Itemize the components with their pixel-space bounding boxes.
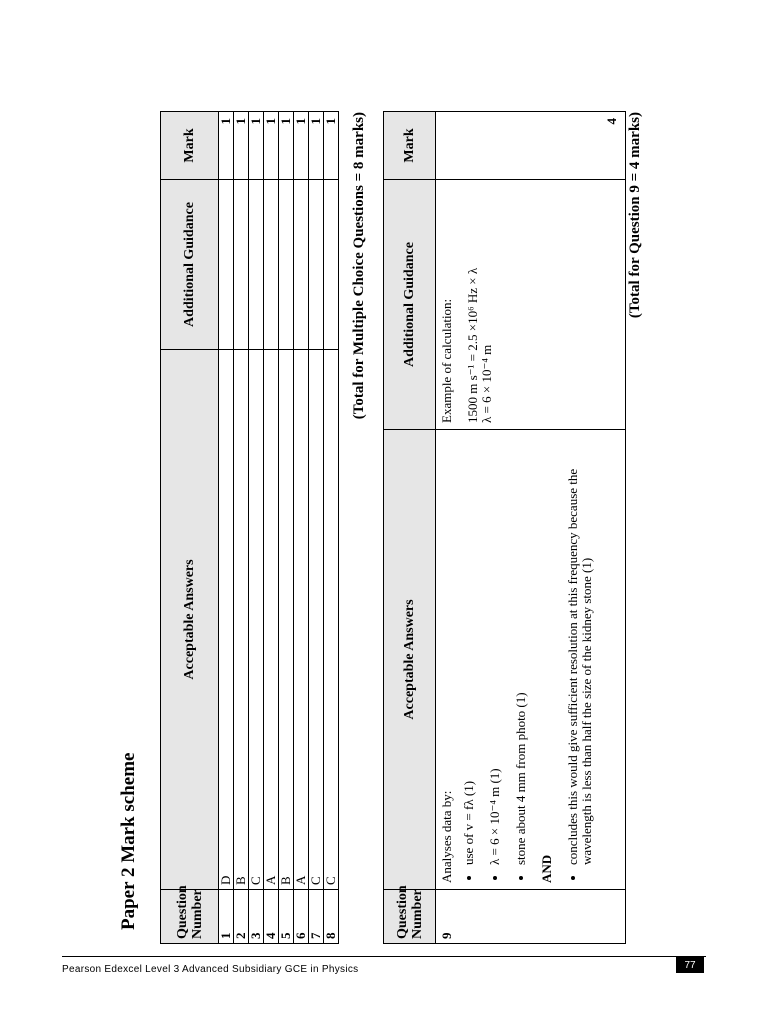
mcq-answer: C	[249, 350, 264, 890]
guidance-line: 1500 m s⁻¹ = 2.5 ×10⁶ Hz × λ	[465, 267, 480, 423]
table-row	[264, 112, 279, 944]
header-mark: Mark	[161, 112, 219, 180]
header-additional-guidance: Additional Guidance	[161, 180, 219, 350]
mcq-guidance	[249, 180, 264, 350]
table-row	[309, 112, 324, 944]
mcq-answer: B	[279, 350, 294, 890]
mcq-guidance	[309, 180, 324, 350]
mcq-mark: 1	[264, 112, 279, 180]
mcq-mark: 1	[219, 112, 234, 180]
mcq-mark: 1	[279, 112, 294, 180]
page-number: 77	[676, 957, 704, 973]
mcq-answer: C	[324, 350, 339, 890]
q9-guidance	[436, 180, 626, 430]
q9-table	[383, 111, 626, 944]
footer-rule	[62, 956, 706, 957]
page-title: Paper 2 Mark scheme	[118, 752, 139, 930]
mcq-question-number: 6	[294, 890, 309, 944]
footer-text: Pearson Edexcel Level 3 Advanced Subsidiary GCE in Physics	[62, 964, 359, 975]
q9-bullets-a	[462, 436, 528, 883]
mcq-answer: A	[264, 350, 279, 890]
mcq-answer: D	[219, 350, 234, 890]
q9-answers	[436, 430, 626, 890]
mcq-question-number: 1	[219, 890, 234, 944]
list-item: • concludes this would give sufficient resolution at this frequency because the wavelength is less than half the size of the kidney stone (1)	[566, 436, 594, 865]
mcq-guidance	[294, 180, 309, 350]
mcq-question-number: 8	[324, 890, 339, 944]
mcq-mark: 1	[324, 112, 339, 180]
q9-number: 9	[436, 890, 626, 944]
table-row	[249, 112, 264, 944]
table-row	[279, 112, 294, 944]
guidance-line: λ = 6 × 10⁻⁴ m	[479, 344, 494, 423]
q9-total: (Total for Question 9 = 4 marks)	[627, 112, 643, 319]
mcq-question-number: 7	[309, 890, 324, 944]
mcq-mark: 1	[309, 112, 324, 180]
header-question-number: Question Number	[384, 890, 436, 944]
q9-intro: Analyses data by:	[439, 790, 454, 883]
mcq-guidance	[324, 180, 339, 350]
mcq-question-number: 2	[234, 890, 249, 944]
page-footer	[62, 956, 706, 976]
header-additional-guidance: Additional Guidance	[384, 180, 436, 430]
mcq-mark: 1	[249, 112, 264, 180]
mcq-mark: 1	[234, 112, 249, 180]
header-question-number: Question Number	[161, 890, 219, 944]
table-row	[294, 112, 309, 944]
mcq-question-number: 3	[249, 890, 264, 944]
list-item: • use of v = fλ (1)	[462, 436, 476, 865]
mcq-guidance	[219, 180, 234, 350]
mcq-question-number: 5	[279, 890, 294, 944]
q9-bullets-b	[566, 436, 594, 883]
list-item: • stone about 4 mm from photo (1)	[514, 436, 528, 865]
header-acceptable-answers: Acceptable Answers	[384, 430, 436, 890]
header-acceptable-answers: Acceptable Answers	[161, 350, 219, 890]
table-row	[324, 112, 339, 944]
mcq-total: (Total for Multiple Choice Questions = 8 marks)	[351, 112, 367, 420]
guidance-title: Example of calculation:	[439, 298, 454, 423]
mcq-question-number: 4	[264, 890, 279, 944]
mcq-answer: C	[309, 350, 324, 890]
mcq-guidance	[264, 180, 279, 350]
mcq-table	[160, 111, 339, 944]
mcq-guidance	[279, 180, 294, 350]
mcq-guidance	[234, 180, 249, 350]
q9-and: AND	[539, 854, 554, 883]
mcq-mark: 1	[294, 112, 309, 180]
q9-mark: 4	[436, 112, 626, 180]
table-row	[234, 112, 249, 944]
header-mark: Mark	[384, 112, 436, 180]
mcq-answer: B	[234, 350, 249, 890]
mcq-answer: A	[294, 350, 309, 890]
table-row	[219, 112, 234, 944]
list-item: • λ = 6 × 10⁻⁴ m (1)	[488, 436, 502, 865]
